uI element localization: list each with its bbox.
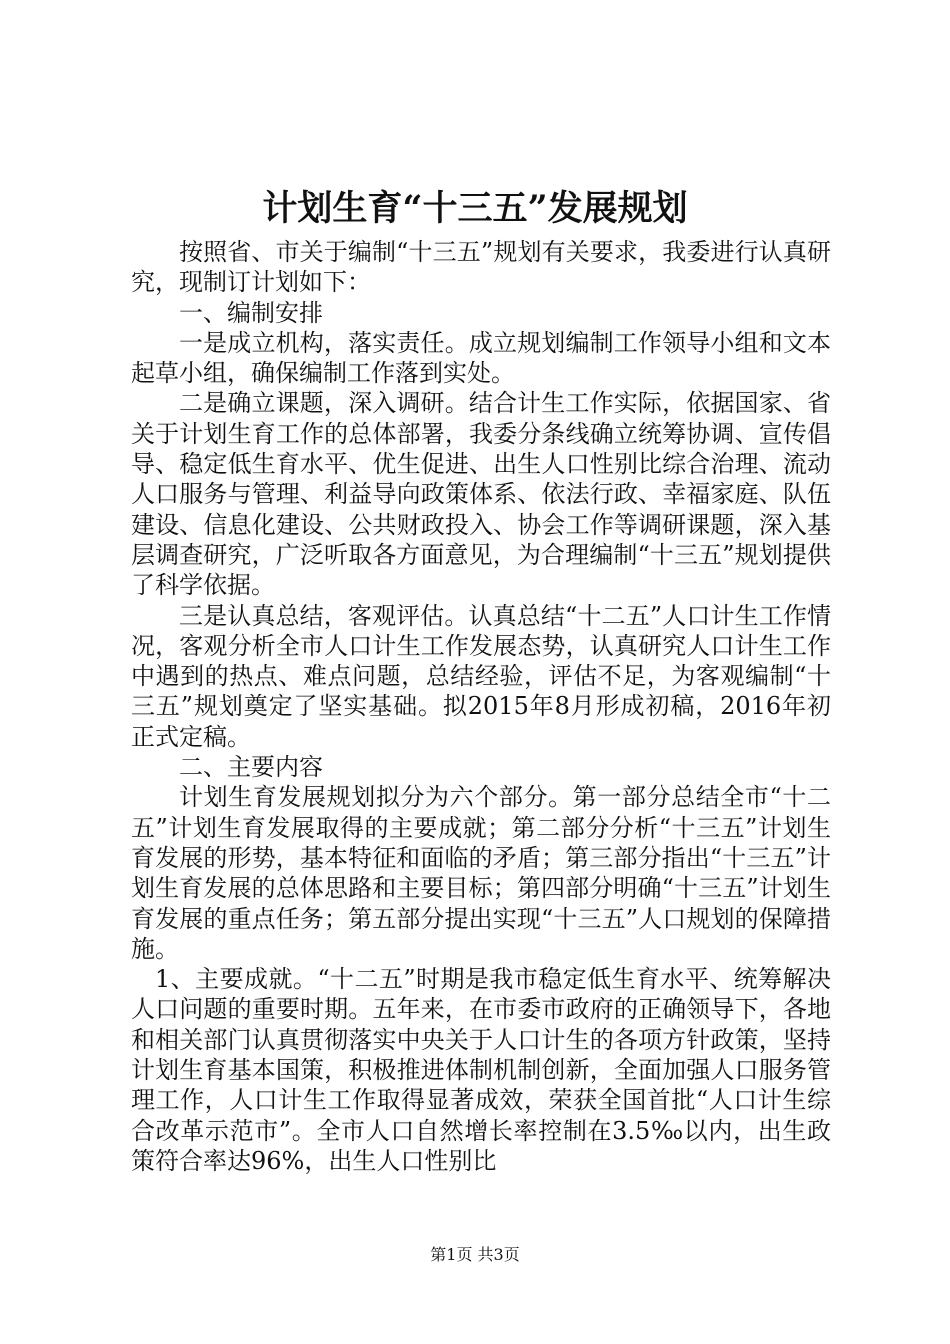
paragraph-six-parts: 计划生育发展规划拟分为六个部分。第一部分总结全市“十二五”计划生育发展取得的主要成就；第二部分分析“十三五”计划生育发展的形势，基本特征和面临的矛盾；第三部分指出“十三五”计划生育发展的总体思路和主要目标；第四部分明确“十三五”计划生育发展的重点任务；第五部分提出实现“十三五”人口规划的保障措施。 — [131, 783, 831, 963]
paragraph-research-topics: 二是确立课题，深入调研。结合计生工作实际，依据国家、省关于计划生育工作的总体部署，我委分条线确立统筹协调、宣传倡导、稳定低生育水平、优生促进、出生人口性别比综合治理、流动人口服务与管理、利益导向政策体系、依法行政、幸福家庭、队伍建设、信息化建设、公共财政投入、协会工作等调研课题，深入基层调查研究，广泛听取各方面意见，为合理编制“十三五”规划提供了科学依据。 — [131, 389, 831, 600]
paragraph-summary-evaluation: 三是认真总结，客观评估。认真总结“十二五”人口计生工作情况，客观分析全市人口计生工作发展态势，认真研究人口计生工作中遇到的热点、难点问题，总结经验，评估不足，为客观编制“十三五”规划奠定了坚实基础。拟2015年8月形成初稿，2016年初正式定稿。 — [131, 601, 831, 751]
paragraph-establish-organization: 一是成立机构，落实责任。成立规划编制工作领导小组和文本起草小组，确保编制工作落到实处。 — [131, 328, 831, 388]
page-number-footer: 第1页 共3页 — [430, 1245, 520, 1264]
section-heading-main-content: 二、主要内容 — [179, 753, 323, 782]
section-heading-arrangement: 一、编制安排 — [179, 298, 323, 327]
document-body — [131, 237, 831, 1176]
paragraph-intro: 按照省、市关于编制“十三五”规划有关要求，我委进行认真研究，现制订计划如下： — [131, 238, 831, 297]
paragraph-main-achievements: 1、主要成就。“十二五”时期是我市稳定低生育水平、统筹解决人口问题的重要时期。五年来，在市委市政府的正确领导下，各地和相关部门认真贯彻落实中央关于人口计生的各项方针政策，坚持计划生育基本国策，积极推进体制机制创新，全面加强人口服务管理工作，人口计生工作取得显著成效，荣获全国首批“人口计生综合改革示范市”。全市人口自然增长率控制在3.5‰以内，出生政策符合率达96%，出生人口性别比 — [131, 965, 831, 1175]
document-title: 计划生育“十三五”发展规划 — [262, 188, 688, 229]
